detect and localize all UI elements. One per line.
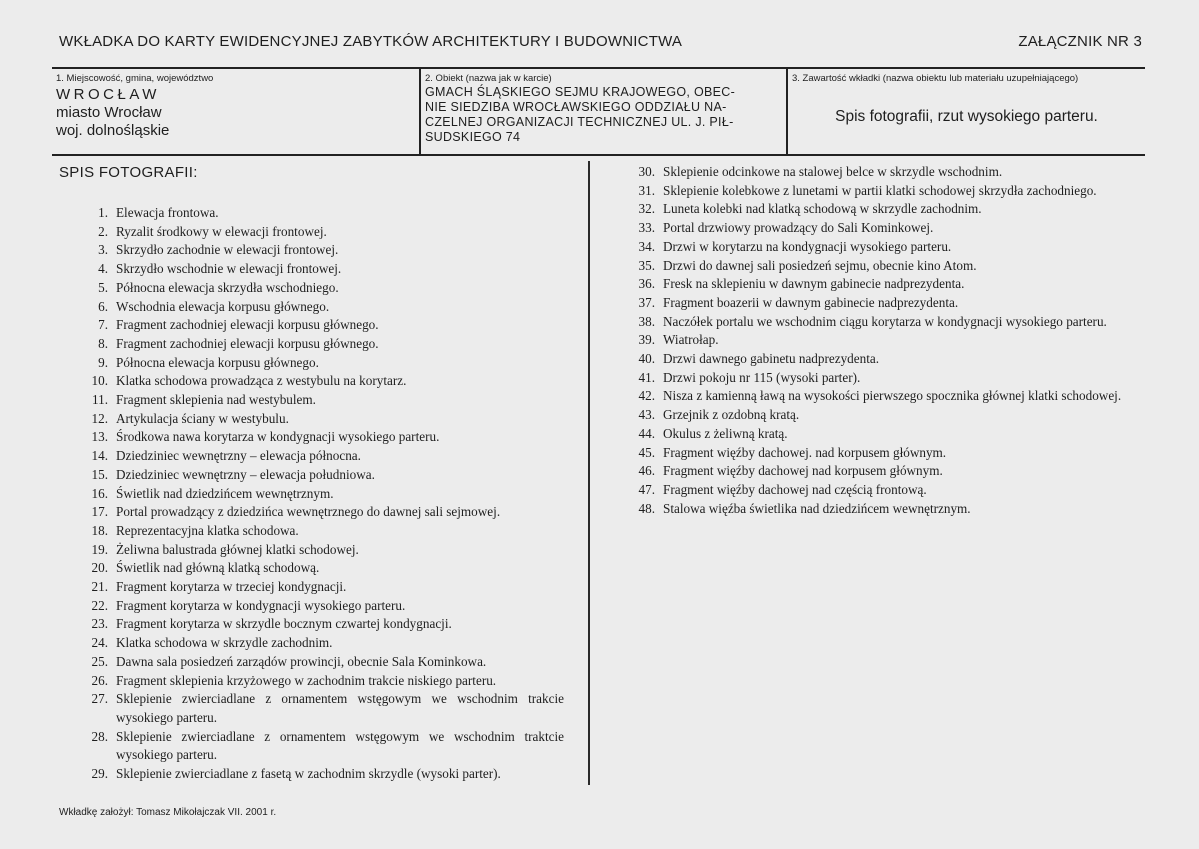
contents-cell <box>786 69 1145 154</box>
item-text: Świetlik nad główną klatką schodową. <box>116 560 320 576</box>
photo-list-item <box>72 541 564 560</box>
item-text: Północna elewacja skrzydła wschodniego. <box>116 279 339 295</box>
item-number: 22. <box>91 597 108 613</box>
document-title: WKŁADKA DO KARTY EWIDENCYJNEJ ZABYTKÓW ARCHITEKTURY I BUDOWNICTWA <box>59 33 683 50</box>
photo-list-item <box>628 257 1150 276</box>
object-line: NIE SIEDZIBA WROCŁAWSKIEGO ODDZIAŁU NA- <box>425 100 727 114</box>
item-text: Dziedziniec wewnętrzny – elewacja południowa. <box>116 466 375 482</box>
item-text: Klatka schodowa prowadząca z westybulu na korytarz. <box>116 373 407 389</box>
item-number: 18. <box>91 522 108 538</box>
item-number: 39. <box>638 332 655 348</box>
photo-list-right <box>628 163 1150 518</box>
item-number: 34. <box>638 238 655 254</box>
item-number: 37. <box>638 294 655 310</box>
item-number: 3. <box>98 242 108 258</box>
photo-list-item <box>628 406 1150 425</box>
photo-list-item <box>72 485 564 504</box>
item-text: Fragment boazerii w dawnym gabinecie nadprezydenta. <box>663 294 959 310</box>
photo-list-item <box>72 260 564 279</box>
item-number: 7. <box>98 317 108 333</box>
photo-list-item <box>628 444 1150 463</box>
item-text: Nisza z kamienną ławą na wysokości pierwszego spocznika głównej klatki schodowej. <box>663 388 1122 404</box>
item-number: 15. <box>91 466 108 482</box>
item-text: Dawna sala posiedzeń zarządów prowincji, obecnie Sala Kominkowa. <box>116 653 487 669</box>
object-line: SUDSKIEGO 74 <box>425 130 521 144</box>
item-number: 28. <box>91 728 108 744</box>
item-number: 27. <box>91 691 108 707</box>
info-table <box>52 67 1145 156</box>
photo-list-item <box>72 690 564 727</box>
object-line: GMACH ŚLĄSKIEGO SEJMU KRAJOWEGO, OBEC- <box>425 85 736 99</box>
item-number: 25. <box>91 653 108 669</box>
item-text: Fragment więźby dachowej. nad korpusem głównym. <box>663 444 947 460</box>
object-line: CZELNEJ ORGANIZACJI TECHNICZNEJ UL. J. PIŁ- <box>425 115 734 129</box>
voivodeship: woj. dolnośląskie <box>56 122 170 139</box>
item-number: 9. <box>98 354 108 370</box>
photo-list-item <box>628 182 1150 201</box>
item-number: 44. <box>638 425 655 441</box>
photo-list-item <box>628 219 1150 238</box>
item-text: Wiatrołap. <box>663 332 719 348</box>
item-text: Naczółek portalu we wschodnim ciągu korytarza w kondygnacji wysokiego parteru. <box>663 313 1107 329</box>
photo-list-item <box>628 163 1150 182</box>
item-number: 1. <box>98 205 108 220</box>
item-number: 12. <box>91 410 108 426</box>
photo-list-item <box>628 350 1150 369</box>
item-text: Północna elewacja korpusu głównego. <box>116 354 319 370</box>
item-text: Drzwi dawnego gabinetu nadprezydenta. <box>663 351 880 367</box>
item-text: Drzwi pokoju nr 115 (wysoki parter). <box>663 369 861 385</box>
item-text: Fragment sklepienia nad westybulem. <box>116 392 316 408</box>
item-number: 5. <box>98 279 108 295</box>
item-text: Fragment korytarza w trzeciej kondygnacji. <box>116 579 347 595</box>
item-text: Okulus z żeliwną kratą. <box>663 425 788 441</box>
photo-list-item <box>628 387 1150 406</box>
item-number: 4. <box>98 261 108 277</box>
photo-list-item <box>628 462 1150 481</box>
item-number: 2. <box>98 223 108 239</box>
photo-list-item <box>628 313 1150 332</box>
photo-list-item <box>72 466 564 485</box>
photo-list-item <box>72 223 564 242</box>
item-text: Luneta kolebki nad klatką schodową w skrzydle zachodnim. <box>663 201 982 217</box>
photo-list-item <box>72 634 564 653</box>
photo-list-item <box>72 428 564 447</box>
photo-list-item <box>72 316 564 335</box>
object-cell <box>419 69 786 154</box>
photo-list-item <box>72 615 564 634</box>
item-text: Elewacja frontowa. <box>116 205 219 220</box>
item-number: 31. <box>638 182 655 198</box>
photo-list-title: SPIS FOTOGRAFII: <box>59 164 198 181</box>
item-number: 23. <box>91 616 108 632</box>
object-label: 2. Obiekt (nazwa jak w karcie) <box>425 73 552 84</box>
item-number: 11. <box>92 392 108 408</box>
item-text: Stalowa więźba świetlika nad dziedzińcem wewnętrznym. <box>663 500 971 516</box>
item-text: Środkowa nawa korytarza w kondygnacji wysokiego parteru. <box>116 429 440 445</box>
item-number: 26. <box>91 672 108 688</box>
item-number: 35. <box>638 257 655 273</box>
photo-list-item <box>628 331 1150 350</box>
item-text: Klatka schodowa w skrzydle zachodnim. <box>116 635 333 651</box>
photo-list-item <box>72 391 564 410</box>
item-text: Fragment więźby dachowej nad częścią frontową. <box>663 481 927 497</box>
photo-list-item <box>72 204 564 223</box>
item-number: 24. <box>91 635 108 651</box>
item-text: Artykulacja ściany w westybulu. <box>116 410 289 426</box>
photo-list-left <box>72 204 564 784</box>
item-text: Drzwi do dawnej sali posiedzeń sejmu, obecnie kino Atom. <box>663 257 977 273</box>
photo-list-item <box>72 298 564 317</box>
item-text: Skrzydło wschodnie w elewacji frontowej. <box>116 261 342 277</box>
item-text: Wschodnia elewacja korpusu głównego. <box>116 298 330 314</box>
item-number: 19. <box>91 541 108 557</box>
item-number: 33. <box>638 220 655 236</box>
item-text: Portal drzwiowy prowadzący do Sali Kominkowej. <box>663 220 934 236</box>
photo-list-item <box>628 294 1150 313</box>
item-number: 43. <box>638 407 655 423</box>
item-text: Sklepienie zwierciadlane z fasetą w zachodnim skrzydle (wysoki parter). <box>116 766 501 782</box>
photo-list-item <box>628 275 1150 294</box>
photo-list-item <box>72 447 564 466</box>
photo-list-item <box>72 559 564 578</box>
item-number: 21. <box>91 579 108 595</box>
photo-list-item <box>628 238 1150 257</box>
item-number: 46. <box>638 463 655 479</box>
contents-label: 3. Zawartość wkładki (nazwa obiektu lub materiału uzupełniającego) <box>792 73 1079 84</box>
item-text: Sklepienie odcinkowe na stalowej belce w skrzydle wschodnim. <box>663 164 1003 179</box>
attachment-number: ZAŁĄCZNIK NR 3 <box>1018 33 1142 50</box>
item-text: Fragment zachodniej elewacji korpusu głównego. <box>116 335 379 351</box>
column-divider <box>588 161 590 785</box>
item-text: Reprezentacyjna klatka schodowa. <box>116 522 299 538</box>
item-text: Ryzalit środkowy w elewacji frontowej. <box>116 223 327 239</box>
photo-list-item <box>72 578 564 597</box>
item-text: Sklepienie zwierciadlane z ornamentem wstęgowym we wschodnim trakcie wysokiego parteru. <box>116 691 564 725</box>
photo-list-item <box>72 335 564 354</box>
photo-list-item <box>72 279 564 298</box>
photo-list-item <box>628 425 1150 444</box>
item-text: Fresk na sklepieniu w dawnym gabinecie nadprezydenta. <box>663 276 965 292</box>
item-text: Świetlik nad dziedzińcem wewnętrznym. <box>116 485 334 501</box>
item-text: Sklepienie kolebkowe z lunetami w partii klatki schodowej skrzydła zachodniego. <box>663 182 1097 198</box>
item-number: 17. <box>91 504 108 520</box>
item-number: 38. <box>638 313 655 329</box>
item-number: 48. <box>638 500 655 516</box>
item-number: 47. <box>638 481 655 497</box>
item-number: 13. <box>91 429 108 445</box>
photo-list-item <box>72 672 564 691</box>
item-number: 36. <box>638 276 655 292</box>
photo-list-item <box>72 241 564 260</box>
contents-value: Spis fotografii, rzut wysokiego parteru. <box>835 108 1098 125</box>
item-number: 8. <box>98 335 108 351</box>
item-text: Sklepienie zwierciadlane z ornamentem wstęgowym we wschodnim traktcie wysokiego parteru. <box>116 728 564 763</box>
photo-list-item <box>628 500 1150 519</box>
item-number: 14. <box>91 448 108 464</box>
item-number: 6. <box>98 298 108 314</box>
item-text: Fragment korytarza w kondygnacji wysokiego parteru. <box>116 597 406 613</box>
location-cell <box>52 69 419 154</box>
item-text: Fragment sklepienia krzyżowego w zachodnim trakcie niskiego parteru. <box>116 672 497 688</box>
item-number: 45. <box>638 444 655 460</box>
photo-list-item <box>72 653 564 672</box>
item-text: Fragment korytarza w skrzydle bocznym czwartej kondygnacji. <box>116 616 452 632</box>
item-number: 41. <box>638 369 655 385</box>
item-text: Żeliwna balustrada głównej klatki schodowej. <box>116 541 359 557</box>
item-number: 29. <box>91 766 108 782</box>
photo-list-item <box>72 728 564 765</box>
photo-list-item <box>72 503 564 522</box>
item-number: 10. <box>91 373 108 389</box>
item-text: Dziedziniec wewnętrzny – elewacja północna. <box>116 448 361 464</box>
photo-list-item <box>628 369 1150 388</box>
item-number: 42. <box>638 388 655 404</box>
author-note: Wkładkę założył: Tomasz Mikołajczak VII. 2001 r. <box>59 807 277 818</box>
item-number: 20. <box>91 560 108 576</box>
photo-list-item <box>628 481 1150 500</box>
item-number: 40. <box>638 351 655 367</box>
item-text: Fragment zachodniej elewacji korpusu głównego. <box>116 317 379 333</box>
object-name <box>425 85 782 145</box>
photo-list-item <box>72 522 564 541</box>
city-name: WROCŁAW <box>56 86 160 103</box>
photo-list-item <box>72 410 564 429</box>
photo-list-item <box>72 354 564 373</box>
item-text: Grzejnik z ozdobną kratą. <box>663 407 800 423</box>
photo-list-item <box>628 200 1150 219</box>
item-text: Skrzydło zachodnie w elewacji frontowej. <box>116 242 339 258</box>
photo-list-item <box>72 372 564 391</box>
item-number: 16. <box>91 485 108 501</box>
location-label: 1. Miejscowość, gmina, województwo <box>56 73 214 84</box>
item-text: Portal prowadzący z dziedzińca wewnętrznego do dawnej sali sejmowej. <box>116 504 501 520</box>
photo-list-item <box>72 765 564 784</box>
item-text: Fragment więźby dachowej nad korpusem głównym. <box>663 463 943 479</box>
item-text: Drzwi w korytarzu na kondygnacji wysokiego parteru. <box>663 238 952 254</box>
item-number: 32. <box>638 201 655 217</box>
photo-list-item <box>72 597 564 616</box>
municipality: miasto Wrocław <box>56 104 162 121</box>
item-number: 30. <box>638 164 655 179</box>
